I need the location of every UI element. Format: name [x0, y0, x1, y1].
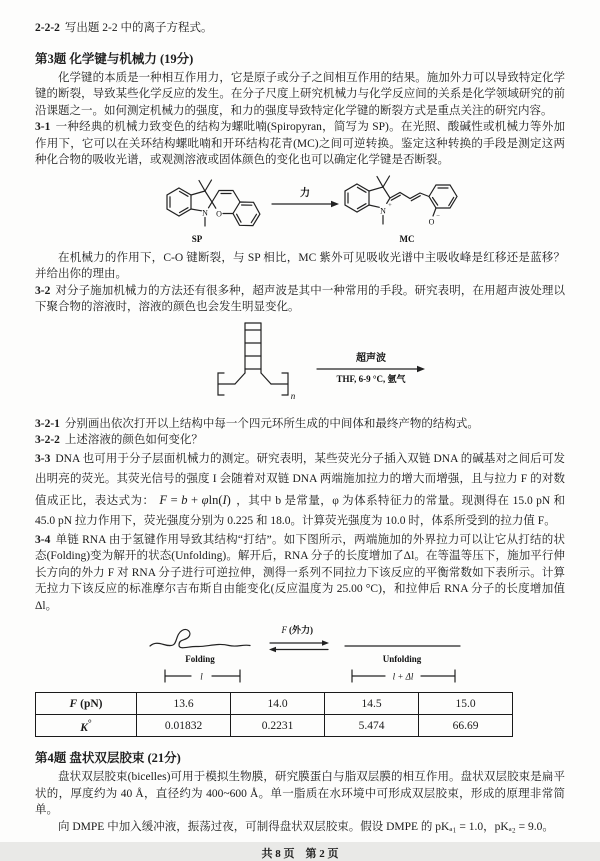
- question-number: 3-2-2: [35, 434, 60, 446]
- question-2-2-2: 2-2-2 写出题 2-2 中的离子方程式。: [35, 20, 565, 37]
- external-force-symbol: F: [281, 625, 288, 635]
- q3-1-question: 在机械力的作用下，C-O 键断裂，与 SP 相比，MC 紫外可见吸收光谱中主吸收峰是红移还是蓝移？并给出你的理由。: [35, 250, 565, 283]
- q3-intro: 化学键的本质是一种相互作用力，它是原子或分子之间相互作用的结果。施加外力可以导致特定化学键的断裂，导致某些化学反应的发生。在分子尺度上研究机械力与化学反应间的关系是化学领域研究的前沿课题之一。如何测定机械力的强度，和力的强度导致特定化学键的断裂方式是重点关注的研究内容。: [35, 70, 565, 120]
- mc-label: MC: [400, 234, 415, 244]
- length-l-dl-label: l + Δl: [393, 672, 414, 682]
- q3-2-1-paragraph: 3-2-1 分别画出依次打开以上结构中每一个四元环所生成的中间体和最终产物的结构式。: [35, 416, 565, 433]
- table-cell: 14.0: [231, 693, 325, 715]
- minus-charge: −: [436, 213, 440, 220]
- mc-structure: [345, 176, 457, 244]
- table-cell: 5.474: [325, 715, 419, 737]
- polymer-ultrasound-scheme: [177, 319, 477, 414]
- table-cell: 0.2231: [231, 715, 325, 737]
- q3-heading: 第3题 化学键与机械力 (19分): [35, 51, 565, 68]
- table-row-force: [36, 693, 513, 715]
- oxygen-label: O: [216, 209, 222, 218]
- row-header-k: K°: [36, 715, 137, 737]
- page-footer: 共 8 页 第 2 页: [35, 845, 565, 861]
- table-cell: 0.01832: [137, 715, 231, 737]
- nitrogen-label: N: [202, 208, 208, 217]
- q3-3-paragraph: 3-3 DNA 也可用于分子层面机械力的测定。研究表明，某些荧光分子插入双链 DNA 的碱基对之间后可发出明亮的荧光。其荧光信号的强度 I 会随着对双链 DNA 两端施加拉力的增大而增强，且与拉力 F 的对数值成正比，表达式为： F = b + φln(I) ，其中 b 是常量，φ 为体系特征力的常量。现测得在 15.0 pN 和 45.0 pN 拉力作用下，荧光强度分别为 0.225 和 18.0。计算荧光强度为 10.0 时，体系所受到的拉力值 F。: [35, 449, 565, 532]
- fluorescence-formula: F = b + φln(I): [154, 493, 235, 507]
- sp-structure: [167, 180, 260, 244]
- equilibrium-arrows: [269, 624, 329, 652]
- table-row-k: [36, 715, 513, 737]
- external-force-label: (外力): [289, 624, 313, 635]
- unfolding-label: Unfolding: [383, 654, 422, 664]
- ladder-polymer-structure: [218, 323, 296, 401]
- q3-1-paragraph: 3-1 一种经典的机械力致变色的结构为螺吡喃(Spiropyran，简写为 SP)。在光照、酸碱性或机械力等外加作用下，它可以在关环结构螺吡喃和开环结构花青(MC)之间可逆转换。鉴定这种转换的手段是测定这两种化合物的吸收光谱，或观测溶液或固体颜色的变化也可以确定化学键是否断裂。: [35, 119, 565, 169]
- repeat-unit-n: n: [291, 391, 296, 401]
- question-number: 2-2-2: [35, 22, 60, 34]
- question-number: 3-1: [35, 121, 50, 133]
- folded-rna-curve: [150, 630, 250, 648]
- question-number: 3-4: [35, 534, 50, 546]
- folding-label: Folding: [185, 654, 215, 664]
- question-number: 3-2: [35, 285, 50, 297]
- q3-4-paragraph: 3-4 单链 RNA 由于氢键作用导致其结构“打结”。如下图所示，两端施加的外界拉力可以让它从打结的状态(Folding)变为解开的状态(Unfolding)。解开后，RNA 分子的长度增加了Δl。在等温等压下，施加平行伸长方向的外力 F 对 RNA 分子进行可逆拉伸，测得一系列不同拉力下该反应的平衡常数如下表所示。计算无拉力下该反应的标准摩尔吉布斯自由能变化(反应温度为 25.00 °C)，和拉伸后 RNA 分子的长度增加值Δl。: [35, 532, 565, 615]
- length-l-label: l: [200, 672, 203, 682]
- table-cell: 13.6: [137, 693, 231, 715]
- length-marker-folded: [165, 670, 240, 682]
- table-cell: 14.5: [325, 693, 419, 715]
- q3-2-2-paragraph: 3-2-2 上述溶液的颜色如何变化？: [35, 432, 565, 449]
- question-number: 3-3: [35, 453, 50, 465]
- length-marker-unfolded: [352, 670, 455, 682]
- reaction-arrow: [272, 186, 339, 207]
- q4-intro: 盘状双层胶束(bicelles)可用于模拟生物膜，研究膜蛋白与脂双层膜的相互作用。盘状双层胶束是扁平状的，厚度约为 40 Å，直径约为 400~600 Å。单一脂质在水环境中可形成双层胶束，形成的原理非常简单。: [35, 769, 565, 819]
- table-cell: 66.69: [419, 715, 513, 737]
- q3-2-paragraph: 3-2 对分子施加机械力的方法还有很多种，超声波是其中一种常用的手段。研究表明，在用超声波处理以下聚合物的溶液时，溶液的颜色也会发生明显变化。: [35, 283, 565, 316]
- row-header-force: F (pN): [36, 693, 137, 715]
- nitrogen-label: N: [380, 206, 386, 215]
- ultrasound-arrow: [317, 351, 425, 384]
- sp-label: SP: [192, 234, 203, 244]
- q4-dmpe-paragraph: 向 DMPE 中加入缓冲液，振荡过夜，可制得盘状双层胶束。假设 DMPE 的 pKₐ₁ = 1.0，pKₐ₂ = 9.0。: [35, 819, 565, 836]
- sp-mc-reaction-scheme: [157, 172, 487, 248]
- table-cell: 15.0: [419, 693, 513, 715]
- question-number: 3-2-1: [35, 418, 60, 430]
- force-arrow-label: 力: [300, 186, 310, 199]
- ultrasound-label: 超声波: [356, 351, 386, 364]
- equilibrium-constant-table: [35, 692, 513, 737]
- plus-charge: +: [388, 202, 392, 209]
- oxygen-label: O: [429, 217, 435, 226]
- q4-heading: 第4题 盘状双层胶束 (21分): [35, 750, 565, 767]
- rna-folding-diagram: [65, 620, 525, 688]
- reaction-conditions: THF, 6-9 °C, 氩气: [336, 373, 406, 384]
